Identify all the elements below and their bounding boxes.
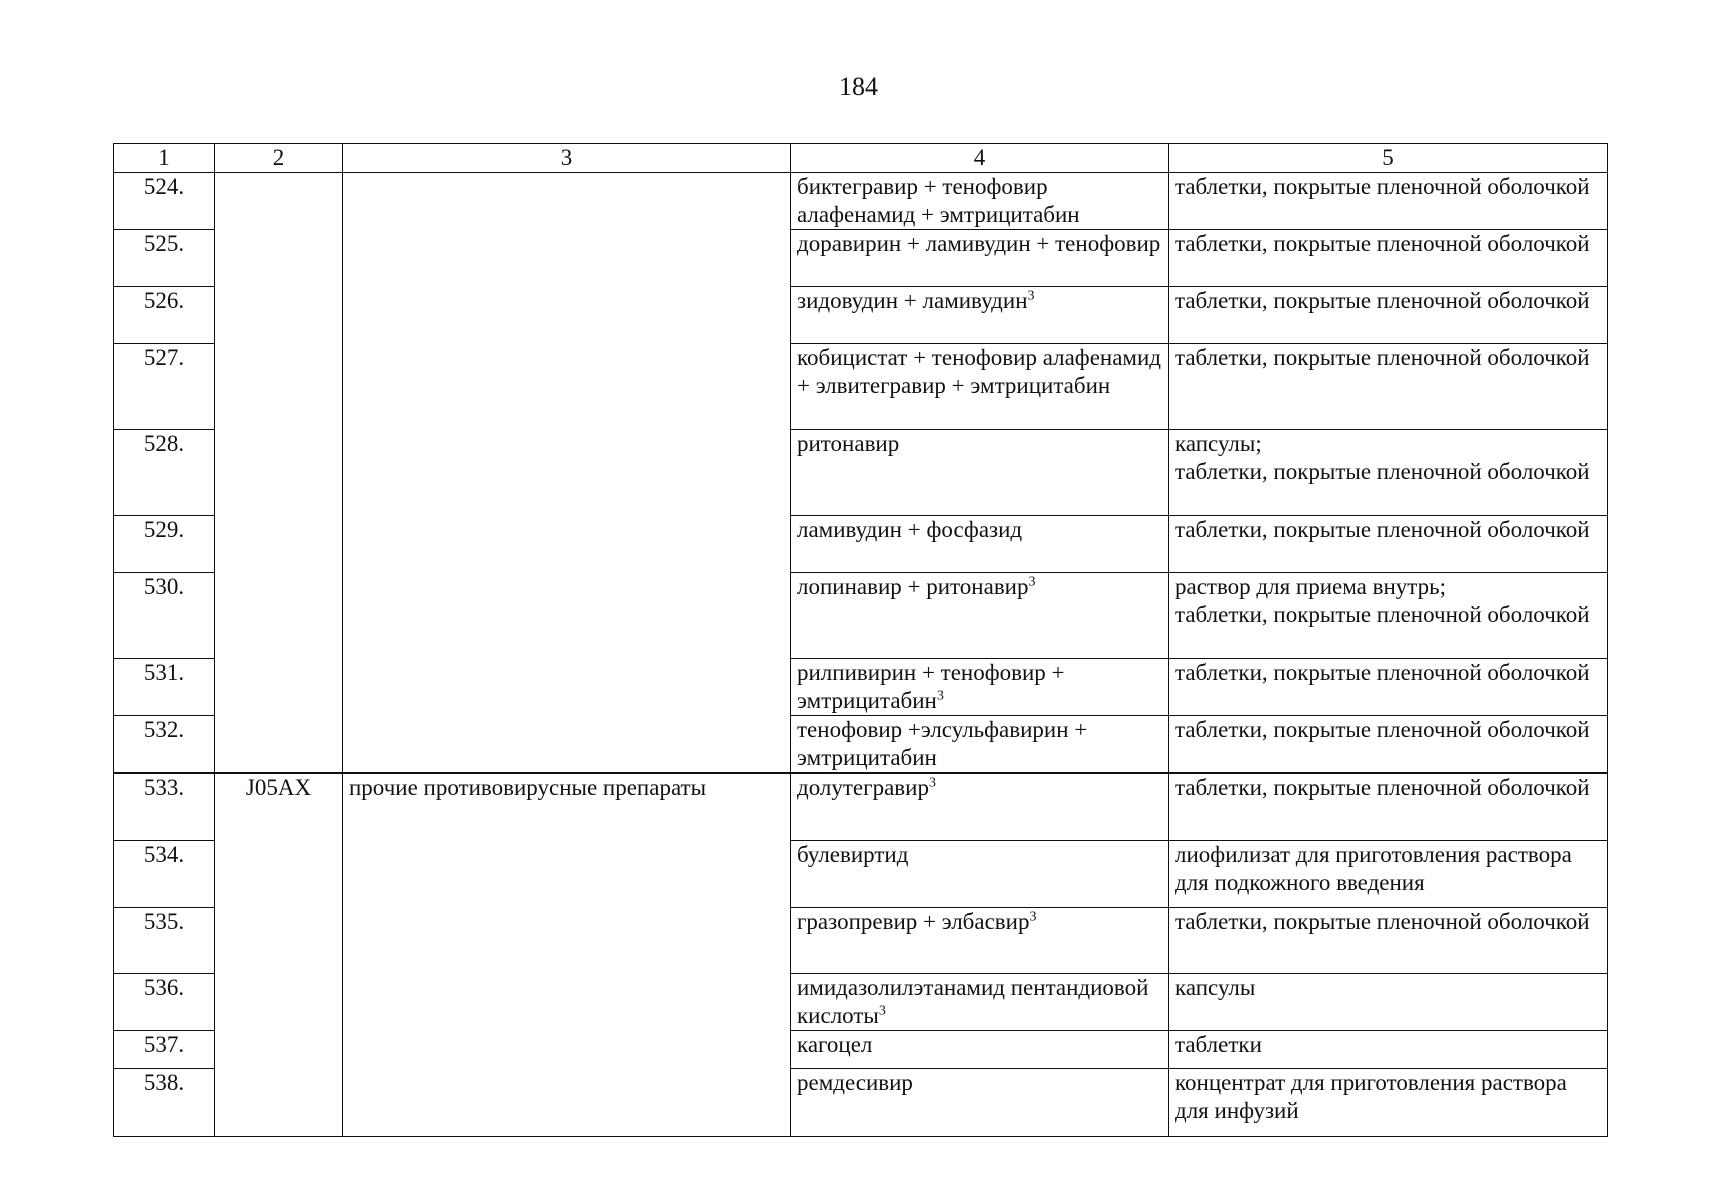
dosage-form: таблетки, покрытые пленочной оболочкой bbox=[1169, 344, 1608, 430]
column-header-1: 1 bbox=[114, 144, 215, 173]
dosage-form: таблетки, покрытые пленочной оболочкой bbox=[1169, 716, 1608, 774]
drug-name: гразопревир + элбасвир$^3$ bbox=[791, 907, 1169, 973]
medicines-table bbox=[113, 143, 1608, 1137]
row-number: 538. bbox=[114, 1068, 215, 1136]
column-header-3: 3 bbox=[343, 144, 791, 173]
dosage-form: таблетки bbox=[1169, 1030, 1608, 1068]
row-number: 531. bbox=[114, 659, 215, 716]
table-row bbox=[114, 773, 1608, 840]
row-number: 530. bbox=[114, 573, 215, 659]
atc-code-cell bbox=[215, 173, 343, 774]
row-number: 537. bbox=[114, 1030, 215, 1068]
row-number: 526. bbox=[114, 287, 215, 344]
dosage-form: таблетки, покрытые пленочной оболочкой bbox=[1169, 773, 1608, 840]
dosage-form: концентрат для приготовления раствора для инфузий bbox=[1169, 1068, 1608, 1136]
column-header-5: 5 bbox=[1169, 144, 1608, 173]
atc-code-cell: J05AX bbox=[215, 773, 343, 1136]
row-number: 535. bbox=[114, 907, 215, 973]
row-number: 533. bbox=[114, 773, 215, 840]
drug-name: ламивудин + фосфазид bbox=[791, 516, 1169, 573]
page-number: 184 bbox=[839, 72, 878, 101]
table-row bbox=[114, 173, 1608, 230]
drug-name: имидазолилэтанамид пентандиовой кислоты$^3$ bbox=[791, 973, 1169, 1030]
drug-name: кагоцел bbox=[791, 1030, 1169, 1068]
atc-group-name-cell bbox=[343, 173, 791, 774]
row-number: 527. bbox=[114, 344, 215, 430]
dosage-form: таблетки, покрытые пленочной оболочкой bbox=[1169, 287, 1608, 344]
drug-name: зидовудин + ламивудин$^3$ bbox=[791, 287, 1169, 344]
dosage-form: лиофилизат для приготовления раствора для подкожного введения bbox=[1169, 840, 1608, 907]
column-number-row bbox=[114, 144, 1608, 173]
row-number: 524. bbox=[114, 173, 215, 230]
column-header-2: 2 bbox=[215, 144, 343, 173]
drug-name: кобицистат + тенофовир алафенамид + элвитегравир + эмтрицитабин bbox=[791, 344, 1169, 430]
drug-name: биктегравир + тенофовир алафенамид + эмтрицитабин bbox=[791, 173, 1169, 230]
column-header-4: 4 bbox=[791, 144, 1169, 173]
dosage-form: капсулы bbox=[1169, 973, 1608, 1030]
row-number: 536. bbox=[114, 973, 215, 1030]
drug-name: доравирин + ламивудин + тенофовир bbox=[791, 230, 1169, 287]
drug-name: ритонавир bbox=[791, 430, 1169, 516]
dosage-form: раствор для приема внутрь; таблетки, покрытые пленочной оболочкой bbox=[1169, 573, 1608, 659]
drug-name: булевиртид bbox=[791, 840, 1169, 907]
drug-name: рилпивирин + тенофовир + эмтрицитабин$^3$ bbox=[791, 659, 1169, 716]
dosage-form: таблетки, покрытые пленочной оболочкой bbox=[1169, 230, 1608, 287]
dosage-form: таблетки, покрытые пленочной оболочкой bbox=[1169, 907, 1608, 973]
drug-name: ремдесивир bbox=[791, 1068, 1169, 1136]
row-number: 525. bbox=[114, 230, 215, 287]
dosage-form: капсулы; таблетки, покрытые пленочной оболочкой bbox=[1169, 430, 1608, 516]
drug-name: долутегравир$^3$ bbox=[791, 773, 1169, 840]
row-number: 534. bbox=[114, 840, 215, 907]
drug-name: тенофовир +элсульфавирин + эмтрицитабин bbox=[791, 716, 1169, 774]
dosage-form: таблетки, покрытые пленочной оболочкой bbox=[1169, 173, 1608, 230]
dosage-form: таблетки, покрытые пленочной оболочкой bbox=[1169, 516, 1608, 573]
dosage-form: таблетки, покрытые пленочной оболочкой bbox=[1169, 659, 1608, 716]
table-body bbox=[114, 173, 1608, 1137]
atc-group-name-cell: прочие противовирусные препараты bbox=[343, 773, 791, 1136]
row-number: 528. bbox=[114, 430, 215, 516]
row-number: 529. bbox=[114, 516, 215, 573]
drug-name: лопинавир + ритонавир$^3$ bbox=[791, 573, 1169, 659]
row-number: 532. bbox=[114, 716, 215, 774]
